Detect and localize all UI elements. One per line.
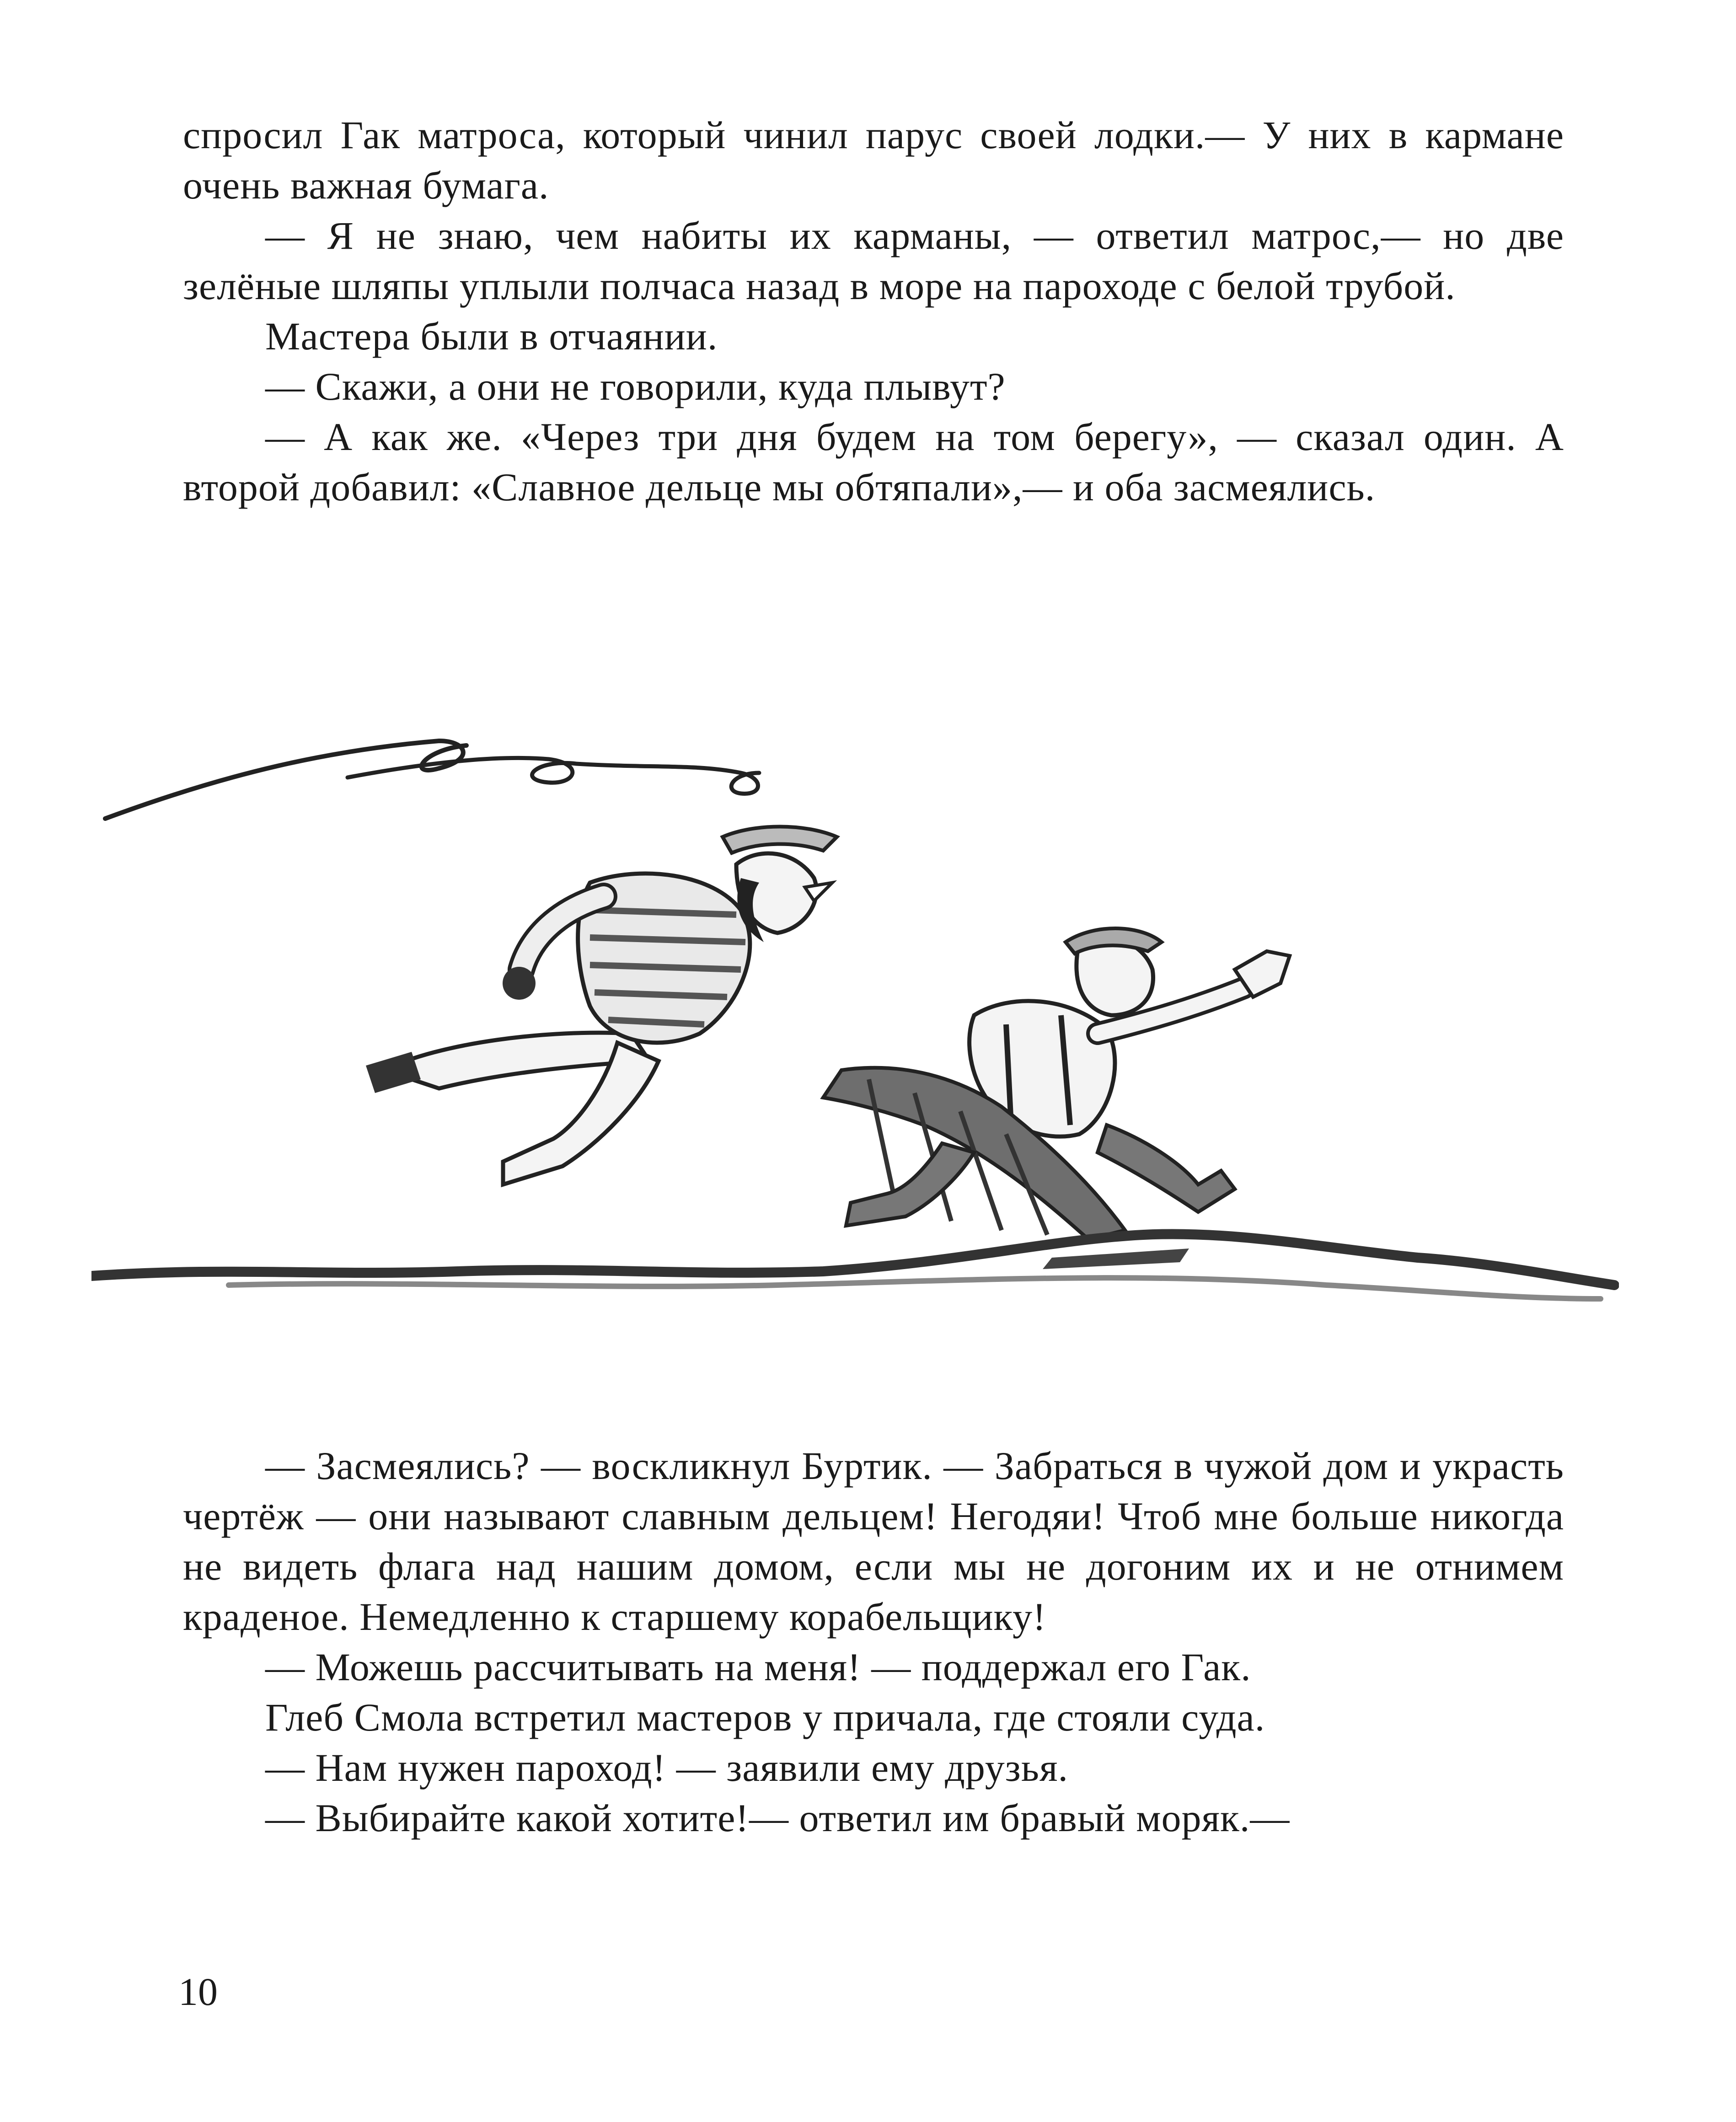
paragraph: Мастера были в отчаянии. <box>265 314 718 358</box>
paragraph: — Скажи, а они не говорили, куда плывут? <box>265 364 1006 408</box>
text-block-top <box>183 110 1564 512</box>
paragraph: — Можешь рассчитывать на меня! — поддержал его Гак. <box>265 1645 1251 1689</box>
page-number: 10 <box>178 1970 218 2014</box>
running-men-illustration <box>91 713 1619 1377</box>
paragraph: спросил Гак матроса, который чинил парус своей лодки.— У них в кармане очень важная бумага. <box>183 113 1564 207</box>
paragraph: Глеб Смола встретил мастеров у причала, где стояли суда. <box>265 1695 1265 1739</box>
text-block-bottom <box>183 1441 1564 1843</box>
paragraph: — Засмеялись? — воскликнул Буртик. — Забраться в чужой дом и украсть чертёж — они называют славным дельцем! Негодяи! Чтоб мне больше никогда не видеть флага над нашим домом, если мы не догоним их и не отнимем краденое. Немедленно к старшему корабельщику! <box>183 1444 1564 1639</box>
paragraph: — А как же. «Через три дня будем на том берегу», — сказал один. А второй добавил: «Славное дельце мы обтяпали»,— и оба засмеялись. <box>183 415 1564 509</box>
paragraph: — Выбирайте какой хотите!— ответил им бравый моряк.— <box>265 1796 1290 1840</box>
paragraph: — Я не знаю, чем набиты их карманы, — ответил матрос,— но две зелёные шляпы уплыли полчаса назад в море на пароходе с белой трубой. <box>183 214 1564 308</box>
paragraph: — Нам нужен пароход! — заявили ему друзья. <box>265 1746 1068 1790</box>
